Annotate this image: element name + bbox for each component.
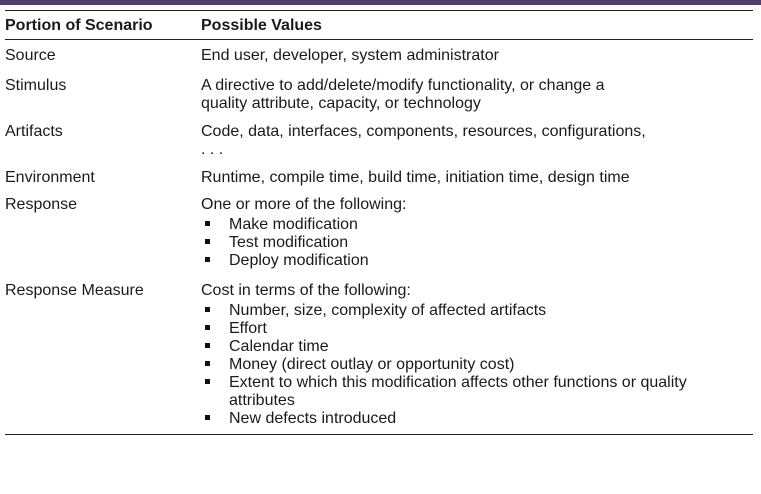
table-row	[5, 196, 753, 270]
bullet-item: Deploy modification	[201, 252, 753, 270]
bullet-item: Make modification	[201, 216, 753, 234]
bullet-square-icon	[205, 325, 210, 330]
header-rule	[5, 39, 753, 40]
row-intro: One or more of the following:	[201, 196, 407, 213]
table-row	[5, 77, 753, 113]
bullet-item: Test modification	[201, 234, 753, 252]
bullet-square-icon	[205, 343, 210, 348]
header-values: Possible Values	[201, 17, 322, 34]
bullet-list	[201, 302, 753, 428]
bullet-item: Effort	[201, 320, 753, 338]
scenario-table	[5, 10, 753, 435]
bullet-square-icon	[205, 379, 210, 384]
row-label: Artifacts	[5, 123, 63, 140]
bullet-item: Number, size, complexity of affected artifacts	[201, 302, 753, 320]
row-value-line: A directive to add/delete/modify functionality, or change a	[201, 77, 605, 94]
bullet-square-icon	[205, 221, 210, 226]
table-bottom-rule	[5, 434, 753, 435]
table-row	[5, 282, 753, 428]
row-label: Response Measure	[5, 282, 144, 299]
row-value-ellipsis: . . .	[201, 141, 224, 158]
table-row	[5, 123, 753, 159]
bullet-square-icon	[205, 361, 210, 366]
table-row	[5, 169, 753, 187]
row-label: Stimulus	[5, 77, 67, 94]
row-value: End user, developer, system administrator	[201, 47, 499, 64]
row-value	[201, 196, 753, 270]
row-intro: Cost in terms of the following:	[201, 282, 411, 299]
header-portion: Portion of Scenario	[5, 17, 153, 34]
bullet-item: Calendar time	[201, 338, 753, 356]
bullet-item: New defects introduced	[201, 410, 753, 428]
bullet-square-icon	[205, 307, 210, 312]
bullet-list	[201, 216, 753, 270]
row-value-line: Code, data, interfaces, components, resources, configurations,	[201, 123, 646, 140]
row-label: Response	[5, 196, 78, 213]
row-value	[201, 77, 753, 113]
row-label: Environment	[5, 169, 95, 186]
bullet-item: Extent to which this modification affects other functions or quality attributes	[201, 374, 753, 410]
top-color-bar	[0, 0, 761, 5]
row-value	[201, 123, 753, 159]
row-label: Source	[5, 47, 56, 64]
row-value: Runtime, compile time, build time, initiation time, design time	[201, 169, 630, 186]
table-row	[5, 47, 753, 65]
bullet-square-icon	[205, 239, 210, 244]
row-value	[201, 282, 753, 428]
table-header-row	[5, 11, 753, 39]
bullet-item: Money (direct outlay or opportunity cost)	[201, 356, 753, 374]
row-value-line: quality attribute, capacity, or technology	[201, 95, 481, 112]
bullet-square-icon	[205, 257, 210, 262]
bullet-square-icon	[205, 415, 210, 420]
